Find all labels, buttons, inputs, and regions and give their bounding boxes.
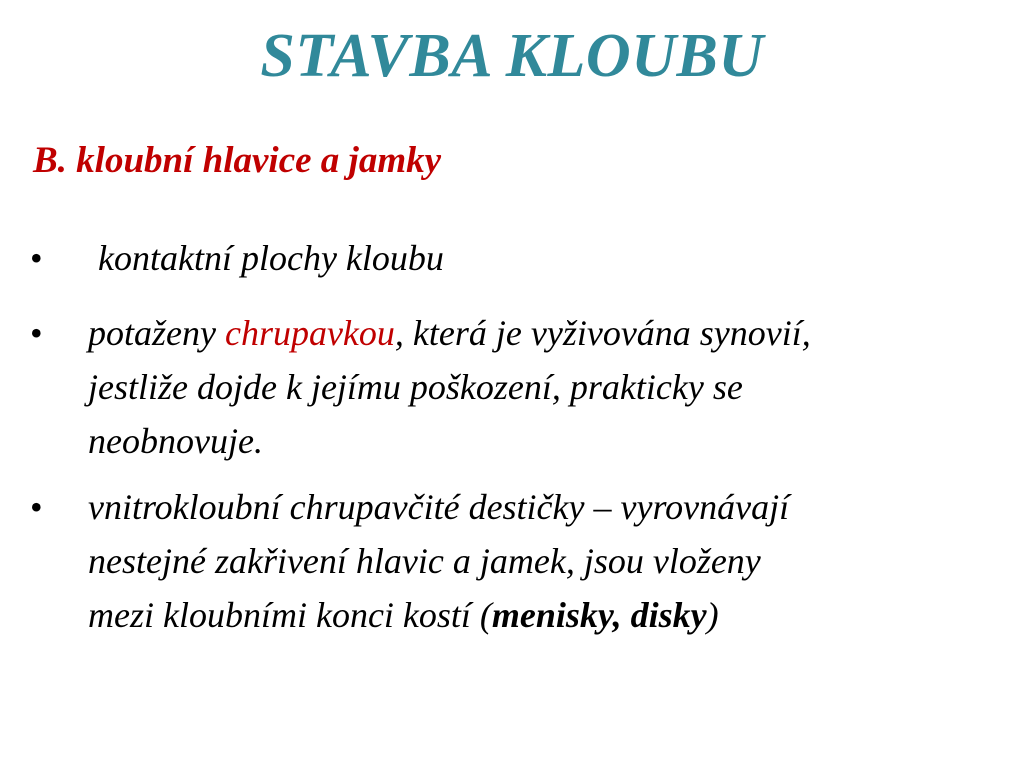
bullet-text (98, 231, 1024, 285)
bullet-2-before: potaženy (88, 313, 225, 353)
bullet-3-bold-terms: menisky, disky (491, 595, 707, 635)
bullet-marker: • (30, 313, 43, 353)
bullet-2-line-2: jestliže dojde k jejímu poškození, prakticky se (88, 367, 743, 407)
bullet-1-text: kontaktní plochy kloubu (98, 238, 444, 278)
bullet-marker: • (30, 487, 43, 527)
bullet-3-line-1: vnitrokloubní chrupavčité destičky – vyrovnávají (88, 487, 790, 527)
bullet-2-line-1 (88, 306, 1018, 360)
bullet-2-highlight: chrupavkou (224, 313, 395, 353)
slide-subtitle: B. kloubní hlavice a jamky (33, 140, 442, 181)
bullet-text (88, 306, 1018, 468)
bullet-3-line-2: nestejné zakřivení hlavic a jamek, jsou vloženy (88, 541, 761, 581)
bullet-3-line-3 (88, 588, 1018, 642)
bullet-3-before: mezi kloubními konci kostí ( (88, 595, 492, 635)
bullet-text (88, 480, 1018, 642)
slide-title: STAVBA KLOUBU (260, 22, 764, 90)
bullet-3-after: ) (706, 595, 719, 635)
bullet-2-after: , která je vyživována synovií, (394, 313, 811, 353)
bullet-marker: • (30, 238, 43, 278)
bullet-2-line-3: neobnovuje. (88, 421, 263, 461)
